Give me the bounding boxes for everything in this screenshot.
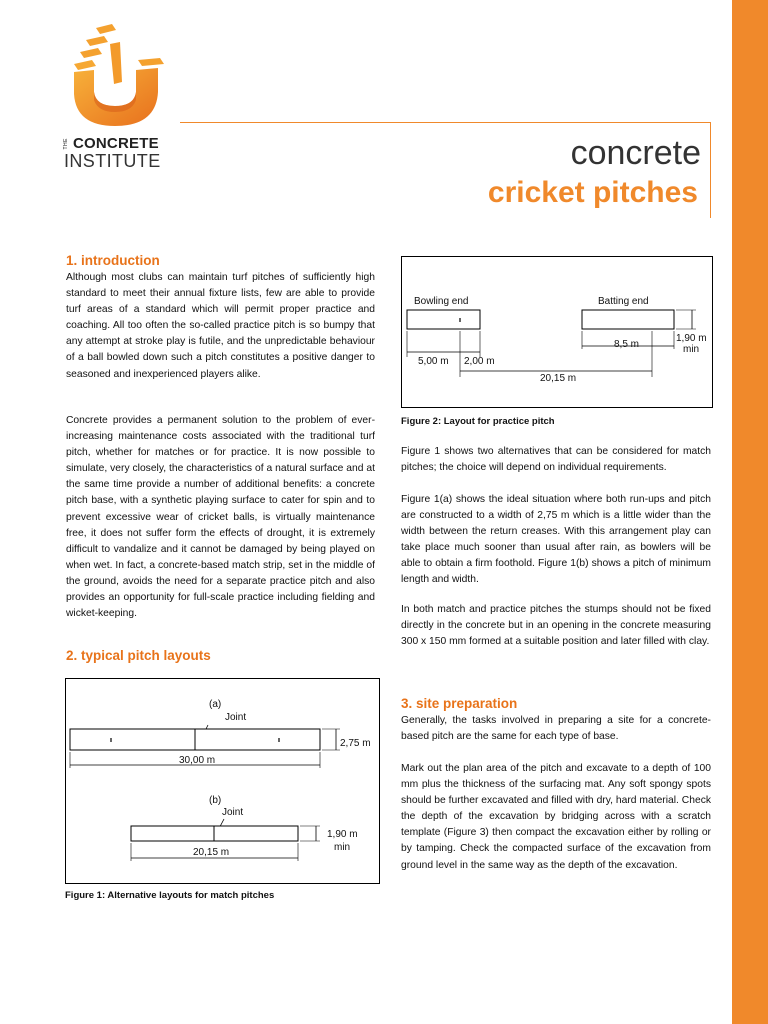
figure-1: [65, 678, 380, 884]
right-paragraph-1: Figure 1 shows two alternatives that can be considered for match pitches; the choice will depend on individual requirements.: [401, 446, 711, 474]
fig2-batting-end: Batting end: [598, 296, 649, 307]
right-paragraph-2: Figure 1(a) shows the ideal situation where both run-ups and pitch are constructed to a width of 2,75 m which is a little wider than the width between the return creases. With this arrangement play can take place much sooner than usual after rain, as bowlers will be able to obtain a firm foothold. Figure 1(b) shows a pitch of minimum length and width.: [401, 494, 711, 586]
fig1-label-a: (a): [209, 699, 222, 710]
fig2-bowling-end: Bowling end: [414, 296, 469, 307]
fig2-dim-total: 20,15 m: [540, 373, 577, 384]
heading-site-preparation: 3. site preparation: [401, 696, 518, 711]
logo-mark-icon: [60, 22, 190, 137]
fig2-dim-5: 5,00 m: [418, 356, 449, 367]
right-paragraph-3: In both match and practice pitches the stumps should not be fixed directly in the concrete but in an opening in the concrete measuring 300 x 150 mm formed at a suitable position and later filled with clay.: [401, 604, 711, 648]
intro-paragraph-1: Although most clubs can maintain turf pitches of sufficiently high standard to meet their annual fixture lists, few are able to provide turf areas of a standard which will permit proper practice and coaching. All too often the so-called practice pitch is so bumpy that any attempt at stroke play is futile, and the unpredictable behaviour of a ball bowled down such a pitch constitutes a positive danger to seasoned and inexperienced players alike.: [66, 272, 375, 380]
figure-2: [401, 256, 713, 408]
figure-1-caption: Figure 1: Alternative layouts for match pitches: [65, 890, 275, 901]
fig2-batting-strip: [582, 310, 674, 329]
fig1-width-a: 2,75 m: [340, 738, 371, 749]
fig2-dim-85: 8,5 m: [614, 339, 640, 350]
heading-pitch-layouts: 2. typical pitch layouts: [66, 648, 211, 663]
site-paragraph-2: Mark out the plan area of the pitch and excavate to a depth of 100 mm plus the thickness of the surfacing mat. Any soft spongy spots should be further excavated and filled with dry, hard material. Check the depth of the excavation by bridging across with a scratch template (Figure 3) then compact the excavation either by rolling or by tamping. Check the compacted surface of the excavation from ground level in the same way as the depth of the excavation.: [401, 763, 711, 871]
fig1-width-b-2: min: [334, 842, 351, 853]
figure-2-caption: Figure 2: Layout for practice pitch: [401, 416, 555, 427]
fig1-length-a: 30,00 m: [179, 755, 216, 766]
page-title-line2: cricket pitches: [487, 176, 698, 209]
fig2-width-1: 1,90 m: [676, 333, 707, 344]
fig2-width-2: min: [683, 344, 700, 355]
fig1-joint-a: Joint: [225, 712, 247, 723]
fig1-width-b-1: 1,90 m: [327, 829, 358, 840]
fig1-label-b: (b): [209, 795, 222, 806]
fig1-joint-b: Joint: [222, 807, 244, 818]
orange-side-bar: [732, 0, 768, 1024]
fig1-length-b: 20,15 m: [193, 847, 230, 858]
intro-paragraph-2: Concrete provides a permanent solution to the problem of ever-increasing maintenance costs associated with the traditional turf pitch, whether for matches or for practice. It is now possible to simulate, very closely, the characteristics of a natural surface and at the same time provide a number of additional benefits: a concrete pitch base, with a synthetic playing surface to cater for spin and to prevent excessive wear of cricket balls, is virtually maintenance free, it does not suffer form the effects of drought, it is extremely difficult to vandalize and it cannot be damaged by being played on when wet. In fact, a concrete-based match strip, set in the middle of the ground, avoids the need for a separate practice pitch and also provides an opportunity for full-scale practice including fielding and wicket-keeping.: [66, 415, 375, 620]
logo-concrete: CONCRETE: [73, 135, 159, 152]
logo-the: THE: [63, 138, 69, 150]
logo-institute: INSTITUTE: [64, 151, 161, 171]
heading-introduction: 1. introduction: [66, 253, 160, 268]
fig2-bowling-strip: [407, 310, 480, 329]
fig2-dim-2: 2,00 m: [464, 356, 495, 367]
page-title-line1: concrete: [570, 134, 701, 172]
site-paragraph-1: Generally, the tasks involved in preparing a site for a concrete-based pitch are the same for each type of base.: [401, 715, 711, 743]
